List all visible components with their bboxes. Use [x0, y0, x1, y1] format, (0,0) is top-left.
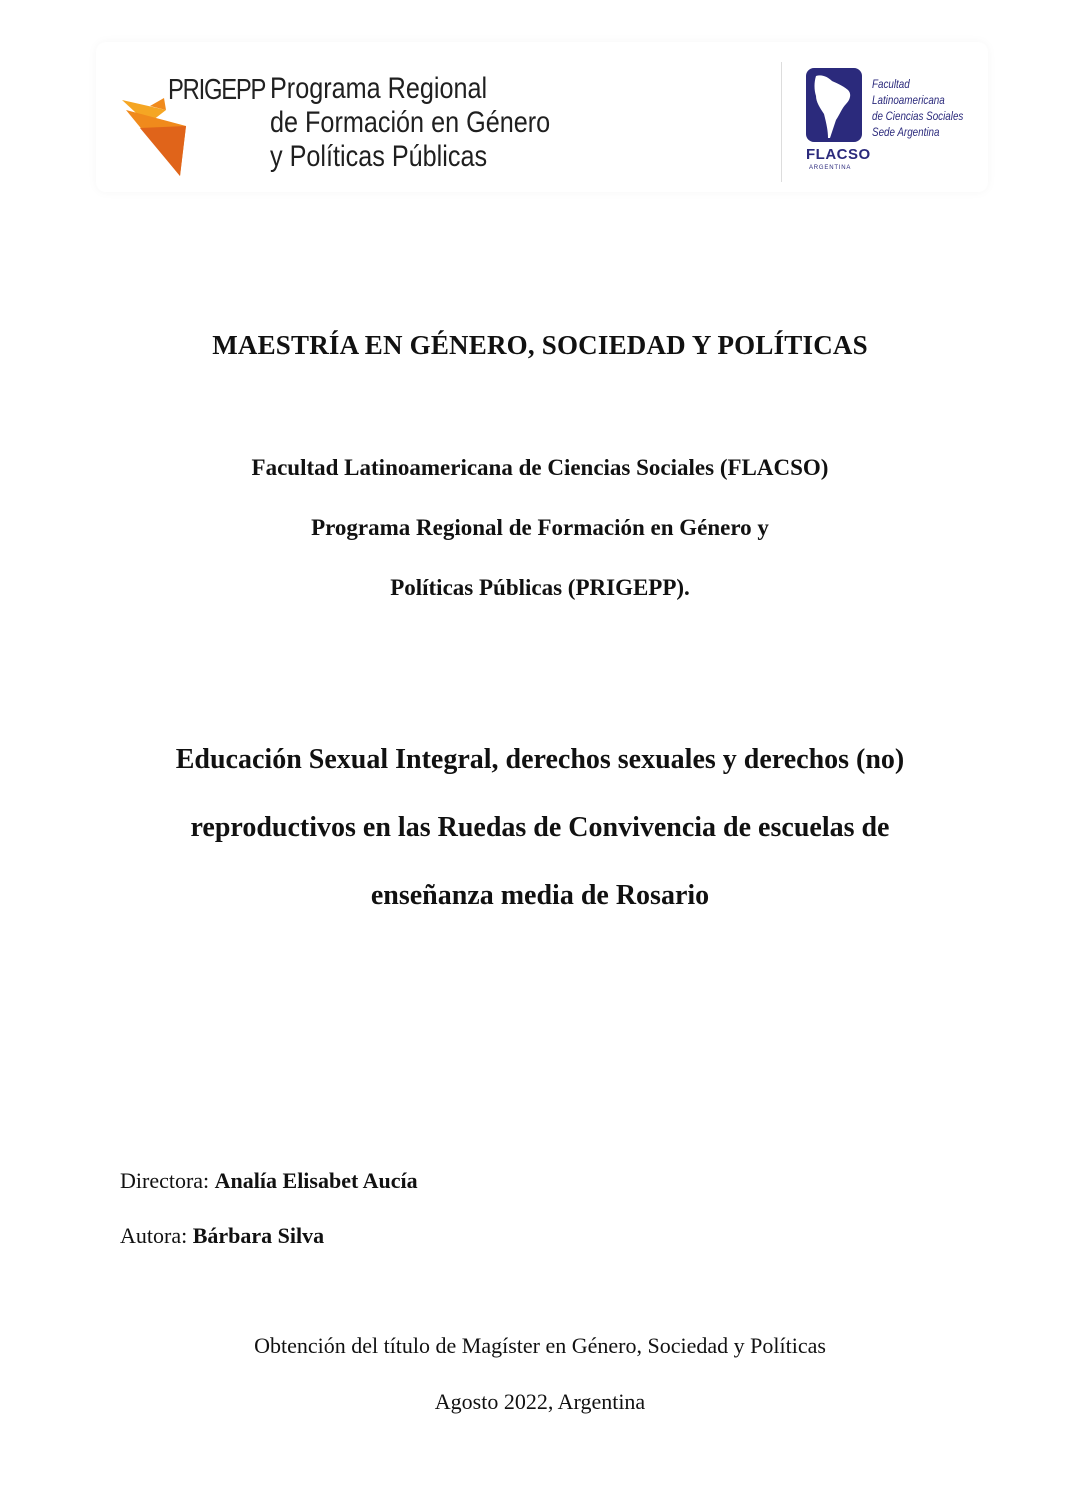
director-credit — [120, 1168, 418, 1194]
prigepp-acronym: PRIGEPP — [168, 74, 266, 106]
flacso-text-line: Latinoamericana — [872, 93, 945, 107]
degree-title: MAESTRÍA EN GÉNERO, SOCIEDAD Y POLÍTICAS — [212, 330, 868, 360]
thesis-title-line: enseñanza media de Rosario — [370, 880, 710, 911]
flacso-institution-text — [872, 76, 963, 140]
prigepp-logo — [120, 72, 560, 182]
latin-america-map-icon — [806, 68, 862, 142]
date-place-line: Agosto 2022, Argentina — [434, 1389, 646, 1414]
institution-line: Programa Regional de Formación en Género y — [311, 515, 769, 540]
author-credit — [120, 1223, 324, 1249]
flacso-text-line: de Ciencias Sociales — [872, 109, 964, 123]
flacso-country: ARGENTINA — [809, 165, 852, 171]
director-label: Directora: — [120, 1168, 215, 1193]
logo-divider — [781, 62, 782, 182]
flacso-wordmark: FLACSO — [806, 146, 871, 163]
prigepp-name-line: y Políticas Públicas — [270, 140, 488, 173]
degree-obtained-line: Obtención del título de Magíster en Género, Sociedad y Políticas — [254, 1333, 826, 1358]
institution-line: Facultad Latinoamericana de Ciencias Sociales (FLACSO) — [251, 455, 829, 480]
flacso-logo — [800, 68, 980, 180]
author-label: Autora: — [120, 1223, 193, 1248]
prigepp-full-name — [270, 72, 550, 174]
director-name: Analía Elisabet Aucía — [214, 1168, 418, 1193]
thesis-title-line: Educación Sexual Integral, derechos sexuales y derechos (no) — [175, 744, 905, 775]
flacso-text-line: Sede Argentina — [872, 125, 940, 139]
flacso-text-line: Facultad — [872, 77, 910, 91]
author-name: Bárbara Silva — [192, 1223, 325, 1248]
institution-line: Políticas Públicas (PRIGEPP). — [390, 575, 690, 600]
thesis-title-line: reproductivos en las Ruedas de Convivencia de escuelas de — [190, 812, 890, 843]
prigepp-name-line: de Formación en Género — [270, 106, 551, 139]
prigepp-name-line: Programa Regional — [270, 72, 488, 105]
